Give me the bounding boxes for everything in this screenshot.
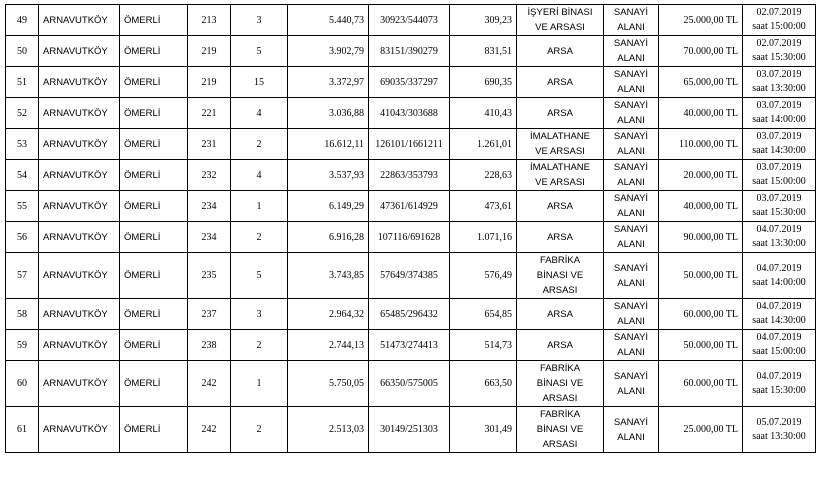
zoning-cell bbox=[604, 36, 659, 67]
share-area-cell: 514,73 bbox=[450, 330, 517, 361]
auction-datetime-cell bbox=[743, 160, 816, 191]
zoning-cell bbox=[604, 191, 659, 222]
table-row bbox=[6, 160, 816, 191]
area-cell: 3.743,85 bbox=[288, 253, 369, 299]
property-type-cell bbox=[517, 36, 604, 67]
auction-date: 04.07.2019 bbox=[756, 370, 802, 382]
zoning-cell bbox=[604, 5, 659, 36]
parcel-number-cell: 15 bbox=[231, 67, 288, 98]
block-number-cell: 242 bbox=[188, 361, 231, 407]
parcel-number-cell: 2 bbox=[231, 407, 288, 453]
district-cell: ARNAVUTKÖY bbox=[39, 5, 120, 36]
row-number-cell: 52 bbox=[6, 98, 39, 129]
property-type-line: İŞYERİ BİNASI bbox=[527, 7, 593, 18]
zoning-line: ALANI bbox=[617, 431, 645, 443]
neighborhood-cell: ÖMERLİ bbox=[120, 299, 188, 330]
share-ratio-cell: 66350/575005 bbox=[369, 361, 450, 407]
auction-datetime-cell bbox=[743, 191, 816, 222]
table-row bbox=[6, 98, 816, 129]
block-number-cell: 238 bbox=[188, 330, 231, 361]
table-row bbox=[6, 299, 816, 330]
auction-date: 03.07.2019 bbox=[756, 131, 802, 142]
parcel-number-cell: 4 bbox=[231, 160, 288, 191]
property-type-line: ARSA bbox=[547, 231, 573, 243]
share-ratio-cell: 30149/251303 bbox=[369, 407, 450, 453]
share-ratio-cell: 126101/1661211 bbox=[369, 129, 450, 160]
neighborhood-cell: ÖMERLİ bbox=[120, 5, 188, 36]
table-row bbox=[6, 253, 816, 299]
table-row bbox=[6, 36, 816, 67]
zoning-line: SANAYİ bbox=[613, 332, 649, 343]
area-cell: 2.744,13 bbox=[288, 330, 369, 361]
area-cell: 5.750,05 bbox=[288, 361, 369, 407]
auction-time: saat 15:00:00 bbox=[752, 346, 806, 357]
price-cell: 50.000,00 TL bbox=[659, 330, 743, 361]
auction-datetime-cell bbox=[743, 407, 816, 453]
property-auction-table bbox=[5, 4, 816, 453]
property-type-cell bbox=[517, 299, 604, 330]
row-number-cell: 59 bbox=[6, 330, 39, 361]
row-number-cell: 60 bbox=[6, 361, 39, 407]
auction-datetime-cell bbox=[743, 36, 816, 67]
property-type-line: İMALATHANE bbox=[529, 162, 590, 173]
zoning-line: SANAYİ bbox=[613, 301, 649, 312]
block-number-cell: 231 bbox=[188, 129, 231, 160]
zoning-line: ALANI bbox=[617, 115, 645, 126]
share-area-cell: 410,43 bbox=[450, 98, 517, 129]
share-area-cell: 1.261,01 bbox=[450, 129, 517, 160]
table-row bbox=[6, 222, 816, 253]
area-cell: 3.372,97 bbox=[288, 67, 369, 98]
auction-time: saat 15:30:00 bbox=[752, 384, 806, 396]
area-cell: 6.916,28 bbox=[288, 222, 369, 253]
auction-datetime-cell bbox=[743, 253, 816, 299]
property-type-cell bbox=[517, 407, 604, 453]
zoning-line: SANAYİ bbox=[613, 100, 649, 111]
property-type-cell bbox=[517, 330, 604, 361]
parcel-number-cell: 4 bbox=[231, 98, 288, 129]
neighborhood-cell: ÖMERLİ bbox=[120, 129, 188, 160]
zoning-line: ALANI bbox=[617, 347, 645, 358]
zoning-line: ALANI bbox=[617, 22, 645, 33]
share-ratio-cell: 83151/390279 bbox=[369, 36, 450, 67]
auction-date: 04.07.2019 bbox=[756, 332, 802, 343]
neighborhood-cell: ÖMERLİ bbox=[120, 330, 188, 361]
zoning-cell bbox=[604, 67, 659, 98]
auction-datetime-cell bbox=[743, 222, 816, 253]
parcel-number-cell: 2 bbox=[231, 222, 288, 253]
block-number-cell: 219 bbox=[188, 36, 231, 67]
property-type-line: İMALATHANE bbox=[529, 131, 590, 142]
district-cell: ARNAVUTKÖY bbox=[39, 299, 120, 330]
auction-date: 03.07.2019 bbox=[756, 193, 802, 204]
parcel-number-cell: 5 bbox=[231, 253, 288, 299]
parcel-number-cell: 3 bbox=[231, 5, 288, 36]
zoning-cell bbox=[604, 330, 659, 361]
area-cell: 6.149,29 bbox=[288, 191, 369, 222]
block-number-cell: 235 bbox=[188, 253, 231, 299]
block-number-cell: 219 bbox=[188, 67, 231, 98]
auction-datetime-cell bbox=[743, 5, 816, 36]
price-cell: 50.000,00 TL bbox=[659, 253, 743, 299]
neighborhood-cell: ÖMERLİ bbox=[120, 222, 188, 253]
property-type-line: FABRİKA bbox=[539, 255, 581, 266]
property-type-line: ARSA bbox=[547, 76, 573, 88]
block-number-cell: 234 bbox=[188, 191, 231, 222]
zoning-line: SANAYİ bbox=[613, 224, 649, 235]
auction-time: saat 14:00:00 bbox=[752, 114, 806, 125]
parcel-number-cell: 1 bbox=[231, 361, 288, 407]
property-type-line: VE ARSASI bbox=[535, 177, 585, 188]
zoning-cell bbox=[604, 129, 659, 160]
table-row bbox=[6, 191, 816, 222]
auction-date: 05.07.2019 bbox=[756, 416, 802, 428]
auction-date: 04.07.2019 bbox=[756, 301, 802, 312]
neighborhood-cell: ÖMERLİ bbox=[120, 407, 188, 453]
auction-time: saat 13:30:00 bbox=[752, 238, 806, 249]
auction-time: saat 14:30:00 bbox=[752, 315, 806, 326]
auction-datetime-cell bbox=[743, 129, 816, 160]
auction-date: 02.07.2019 bbox=[756, 38, 802, 49]
district-cell: ARNAVUTKÖY bbox=[39, 191, 120, 222]
property-type-cell bbox=[517, 5, 604, 36]
zoning-line: SANAYİ bbox=[613, 38, 649, 49]
block-number-cell: 242 bbox=[188, 407, 231, 453]
property-type-line: ARSA bbox=[547, 308, 573, 320]
parcel-number-cell: 2 bbox=[231, 129, 288, 160]
share-area-cell: 663,50 bbox=[450, 361, 517, 407]
property-type-line: ARSASI bbox=[542, 285, 578, 296]
table-row bbox=[6, 67, 816, 98]
price-cell: 65.000,00 TL bbox=[659, 67, 743, 98]
share-area-cell: 576,49 bbox=[450, 253, 517, 299]
property-type-line: ARSASI bbox=[542, 439, 578, 450]
price-cell: 90.000,00 TL bbox=[659, 222, 743, 253]
neighborhood-cell: ÖMERLİ bbox=[120, 253, 188, 299]
zoning-line: ALANI bbox=[617, 316, 645, 327]
block-number-cell: 232 bbox=[188, 160, 231, 191]
block-number-cell: 237 bbox=[188, 299, 231, 330]
area-cell: 3.036,88 bbox=[288, 98, 369, 129]
property-type-cell bbox=[517, 191, 604, 222]
zoning-line: ALANI bbox=[617, 239, 645, 250]
row-number-cell: 58 bbox=[6, 299, 39, 330]
auction-date: 04.07.2019 bbox=[756, 224, 802, 235]
district-cell: ARNAVUTKÖY bbox=[39, 407, 120, 453]
table-row bbox=[6, 5, 816, 36]
share-area-cell: 309,23 bbox=[450, 5, 517, 36]
property-type-cell bbox=[517, 361, 604, 407]
property-type-cell bbox=[517, 160, 604, 191]
row-number-cell: 51 bbox=[6, 67, 39, 98]
share-area-cell: 301,49 bbox=[450, 407, 517, 453]
zoning-line: SANAYİ bbox=[613, 416, 649, 428]
price-cell: 60.000,00 TL bbox=[659, 361, 743, 407]
district-cell: ARNAVUTKÖY bbox=[39, 160, 120, 191]
neighborhood-cell: ÖMERLİ bbox=[120, 67, 188, 98]
parcel-number-cell: 3 bbox=[231, 299, 288, 330]
property-type-line: BİNASI VE bbox=[536, 378, 584, 389]
property-type-line: ARSASI bbox=[542, 393, 578, 404]
district-cell: ARNAVUTKÖY bbox=[39, 67, 120, 98]
district-cell: ARNAVUTKÖY bbox=[39, 36, 120, 67]
share-area-cell: 690,35 bbox=[450, 67, 517, 98]
share-ratio-cell: 69035/337297 bbox=[369, 67, 450, 98]
price-cell: 40.000,00 TL bbox=[659, 98, 743, 129]
property-type-cell bbox=[517, 253, 604, 299]
property-type-line: ARSA bbox=[547, 339, 573, 351]
row-number-cell: 50 bbox=[6, 36, 39, 67]
row-number-cell: 56 bbox=[6, 222, 39, 253]
share-ratio-cell: 51473/274413 bbox=[369, 330, 450, 361]
share-area-cell: 831,51 bbox=[450, 36, 517, 67]
row-number-cell: 54 bbox=[6, 160, 39, 191]
property-type-cell bbox=[517, 222, 604, 253]
district-cell: ARNAVUTKÖY bbox=[39, 222, 120, 253]
property-type-line: FABRİKA bbox=[539, 363, 581, 374]
share-area-cell: 1.071,16 bbox=[450, 222, 517, 253]
property-type-line: VE ARSASI bbox=[535, 22, 585, 33]
zoning-line: ALANI bbox=[617, 385, 645, 397]
auction-time: saat 15:00:00 bbox=[752, 21, 806, 32]
neighborhood-cell: ÖMERLİ bbox=[120, 36, 188, 67]
auction-date: 03.07.2019 bbox=[756, 69, 802, 80]
property-type-cell bbox=[517, 98, 604, 129]
district-cell: ARNAVUTKÖY bbox=[39, 330, 120, 361]
property-type-line: BİNASI VE bbox=[536, 424, 584, 435]
zoning-line: ALANI bbox=[617, 84, 645, 95]
property-type-line: BİNASI VE bbox=[536, 270, 584, 281]
parcel-number-cell: 1 bbox=[231, 191, 288, 222]
district-cell: ARNAVUTKÖY bbox=[39, 129, 120, 160]
auction-time: saat 14:00:00 bbox=[752, 276, 806, 288]
share-ratio-cell: 65485/296432 bbox=[369, 299, 450, 330]
area-cell: 3.902,79 bbox=[288, 36, 369, 67]
property-type-line: FABRİKA bbox=[539, 409, 581, 420]
zoning-cell bbox=[604, 160, 659, 191]
area-cell: 5.440,73 bbox=[288, 5, 369, 36]
auction-date: 03.07.2019 bbox=[756, 100, 802, 111]
zoning-line: SANAYİ bbox=[613, 69, 649, 80]
auction-date: 03.07.2019 bbox=[756, 162, 802, 173]
neighborhood-cell: ÖMERLİ bbox=[120, 160, 188, 191]
row-number-cell: 49 bbox=[6, 5, 39, 36]
auction-time: saat 13:30:00 bbox=[752, 83, 806, 94]
area-cell: 2.964,32 bbox=[288, 299, 369, 330]
auction-time: saat 15:30:00 bbox=[752, 207, 806, 218]
auction-time: saat 15:30:00 bbox=[752, 52, 806, 63]
zoning-line: ALANI bbox=[617, 277, 645, 289]
price-cell: 25.000,00 TL bbox=[659, 5, 743, 36]
area-cell: 16.612,11 bbox=[288, 129, 369, 160]
share-area-cell: 654,85 bbox=[450, 299, 517, 330]
share-ratio-cell: 57649/374385 bbox=[369, 253, 450, 299]
neighborhood-cell: ÖMERLİ bbox=[120, 361, 188, 407]
table-row bbox=[6, 129, 816, 160]
table-row bbox=[6, 407, 816, 453]
auction-time: saat 15:00:00 bbox=[752, 176, 806, 187]
price-cell: 20.000,00 TL bbox=[659, 160, 743, 191]
district-cell: ARNAVUTKÖY bbox=[39, 253, 120, 299]
table-row bbox=[6, 330, 816, 361]
zoning-cell bbox=[604, 222, 659, 253]
auction-datetime-cell bbox=[743, 361, 816, 407]
zoning-line: SANAYİ bbox=[613, 262, 649, 274]
neighborhood-cell: ÖMERLİ bbox=[120, 191, 188, 222]
zoning-cell bbox=[604, 299, 659, 330]
auction-datetime-cell bbox=[743, 67, 816, 98]
price-cell: 70.000,00 TL bbox=[659, 36, 743, 67]
price-cell: 40.000,00 TL bbox=[659, 191, 743, 222]
auction-datetime-cell bbox=[743, 98, 816, 129]
zoning-cell bbox=[604, 98, 659, 129]
share-area-cell: 473,61 bbox=[450, 191, 517, 222]
district-cell: ARNAVUTKÖY bbox=[39, 361, 120, 407]
zoning-cell bbox=[604, 361, 659, 407]
auction-time: saat 13:30:00 bbox=[752, 430, 806, 442]
auction-datetime-cell bbox=[743, 330, 816, 361]
neighborhood-cell: ÖMERLİ bbox=[120, 98, 188, 129]
zoning-line: SANAYİ bbox=[613, 162, 649, 173]
property-type-line: VE ARSASI bbox=[535, 146, 585, 157]
zoning-cell bbox=[604, 253, 659, 299]
row-number-cell: 53 bbox=[6, 129, 39, 160]
auction-date: 04.07.2019 bbox=[756, 262, 802, 274]
share-area-cell: 228,63 bbox=[450, 160, 517, 191]
parcel-number-cell: 2 bbox=[231, 330, 288, 361]
zoning-line: ALANI bbox=[617, 177, 645, 188]
table-row bbox=[6, 361, 816, 407]
area-cell: 3.537,93 bbox=[288, 160, 369, 191]
share-ratio-cell: 41043/303688 bbox=[369, 98, 450, 129]
property-type-line: ARSA bbox=[547, 200, 573, 212]
price-cell: 60.000,00 TL bbox=[659, 299, 743, 330]
zoning-line: SANAYİ bbox=[613, 7, 649, 18]
auction-date: 02.07.2019 bbox=[756, 7, 802, 18]
district-cell: ARNAVUTKÖY bbox=[39, 98, 120, 129]
zoning-line: ALANI bbox=[617, 53, 645, 64]
share-ratio-cell: 22863/353793 bbox=[369, 160, 450, 191]
zoning-line: SANAYİ bbox=[613, 131, 649, 142]
row-number-cell: 61 bbox=[6, 407, 39, 453]
property-type-cell bbox=[517, 129, 604, 160]
block-number-cell: 221 bbox=[188, 98, 231, 129]
share-ratio-cell: 47361/614929 bbox=[369, 191, 450, 222]
property-type-line: ARSA bbox=[547, 45, 573, 57]
zoning-line: ALANI bbox=[617, 208, 645, 219]
block-number-cell: 234 bbox=[188, 222, 231, 253]
row-number-cell: 57 bbox=[6, 253, 39, 299]
price-cell: 110.000,00 TL bbox=[659, 129, 743, 160]
price-cell: 25.000,00 TL bbox=[659, 407, 743, 453]
share-ratio-cell: 107116/691628 bbox=[369, 222, 450, 253]
zoning-line: ALANI bbox=[617, 146, 645, 157]
zoning-line: SANAYİ bbox=[613, 370, 649, 382]
parcel-number-cell: 5 bbox=[231, 36, 288, 67]
property-type-line: ARSA bbox=[547, 107, 573, 119]
auction-time: saat 14:30:00 bbox=[752, 145, 806, 156]
area-cell: 2.513,03 bbox=[288, 407, 369, 453]
auction-datetime-cell bbox=[743, 299, 816, 330]
zoning-cell bbox=[604, 407, 659, 453]
share-ratio-cell: 30923/544073 bbox=[369, 5, 450, 36]
property-type-cell bbox=[517, 67, 604, 98]
row-number-cell: 55 bbox=[6, 191, 39, 222]
block-number-cell: 213 bbox=[188, 5, 231, 36]
zoning-line: SANAYİ bbox=[613, 193, 649, 204]
